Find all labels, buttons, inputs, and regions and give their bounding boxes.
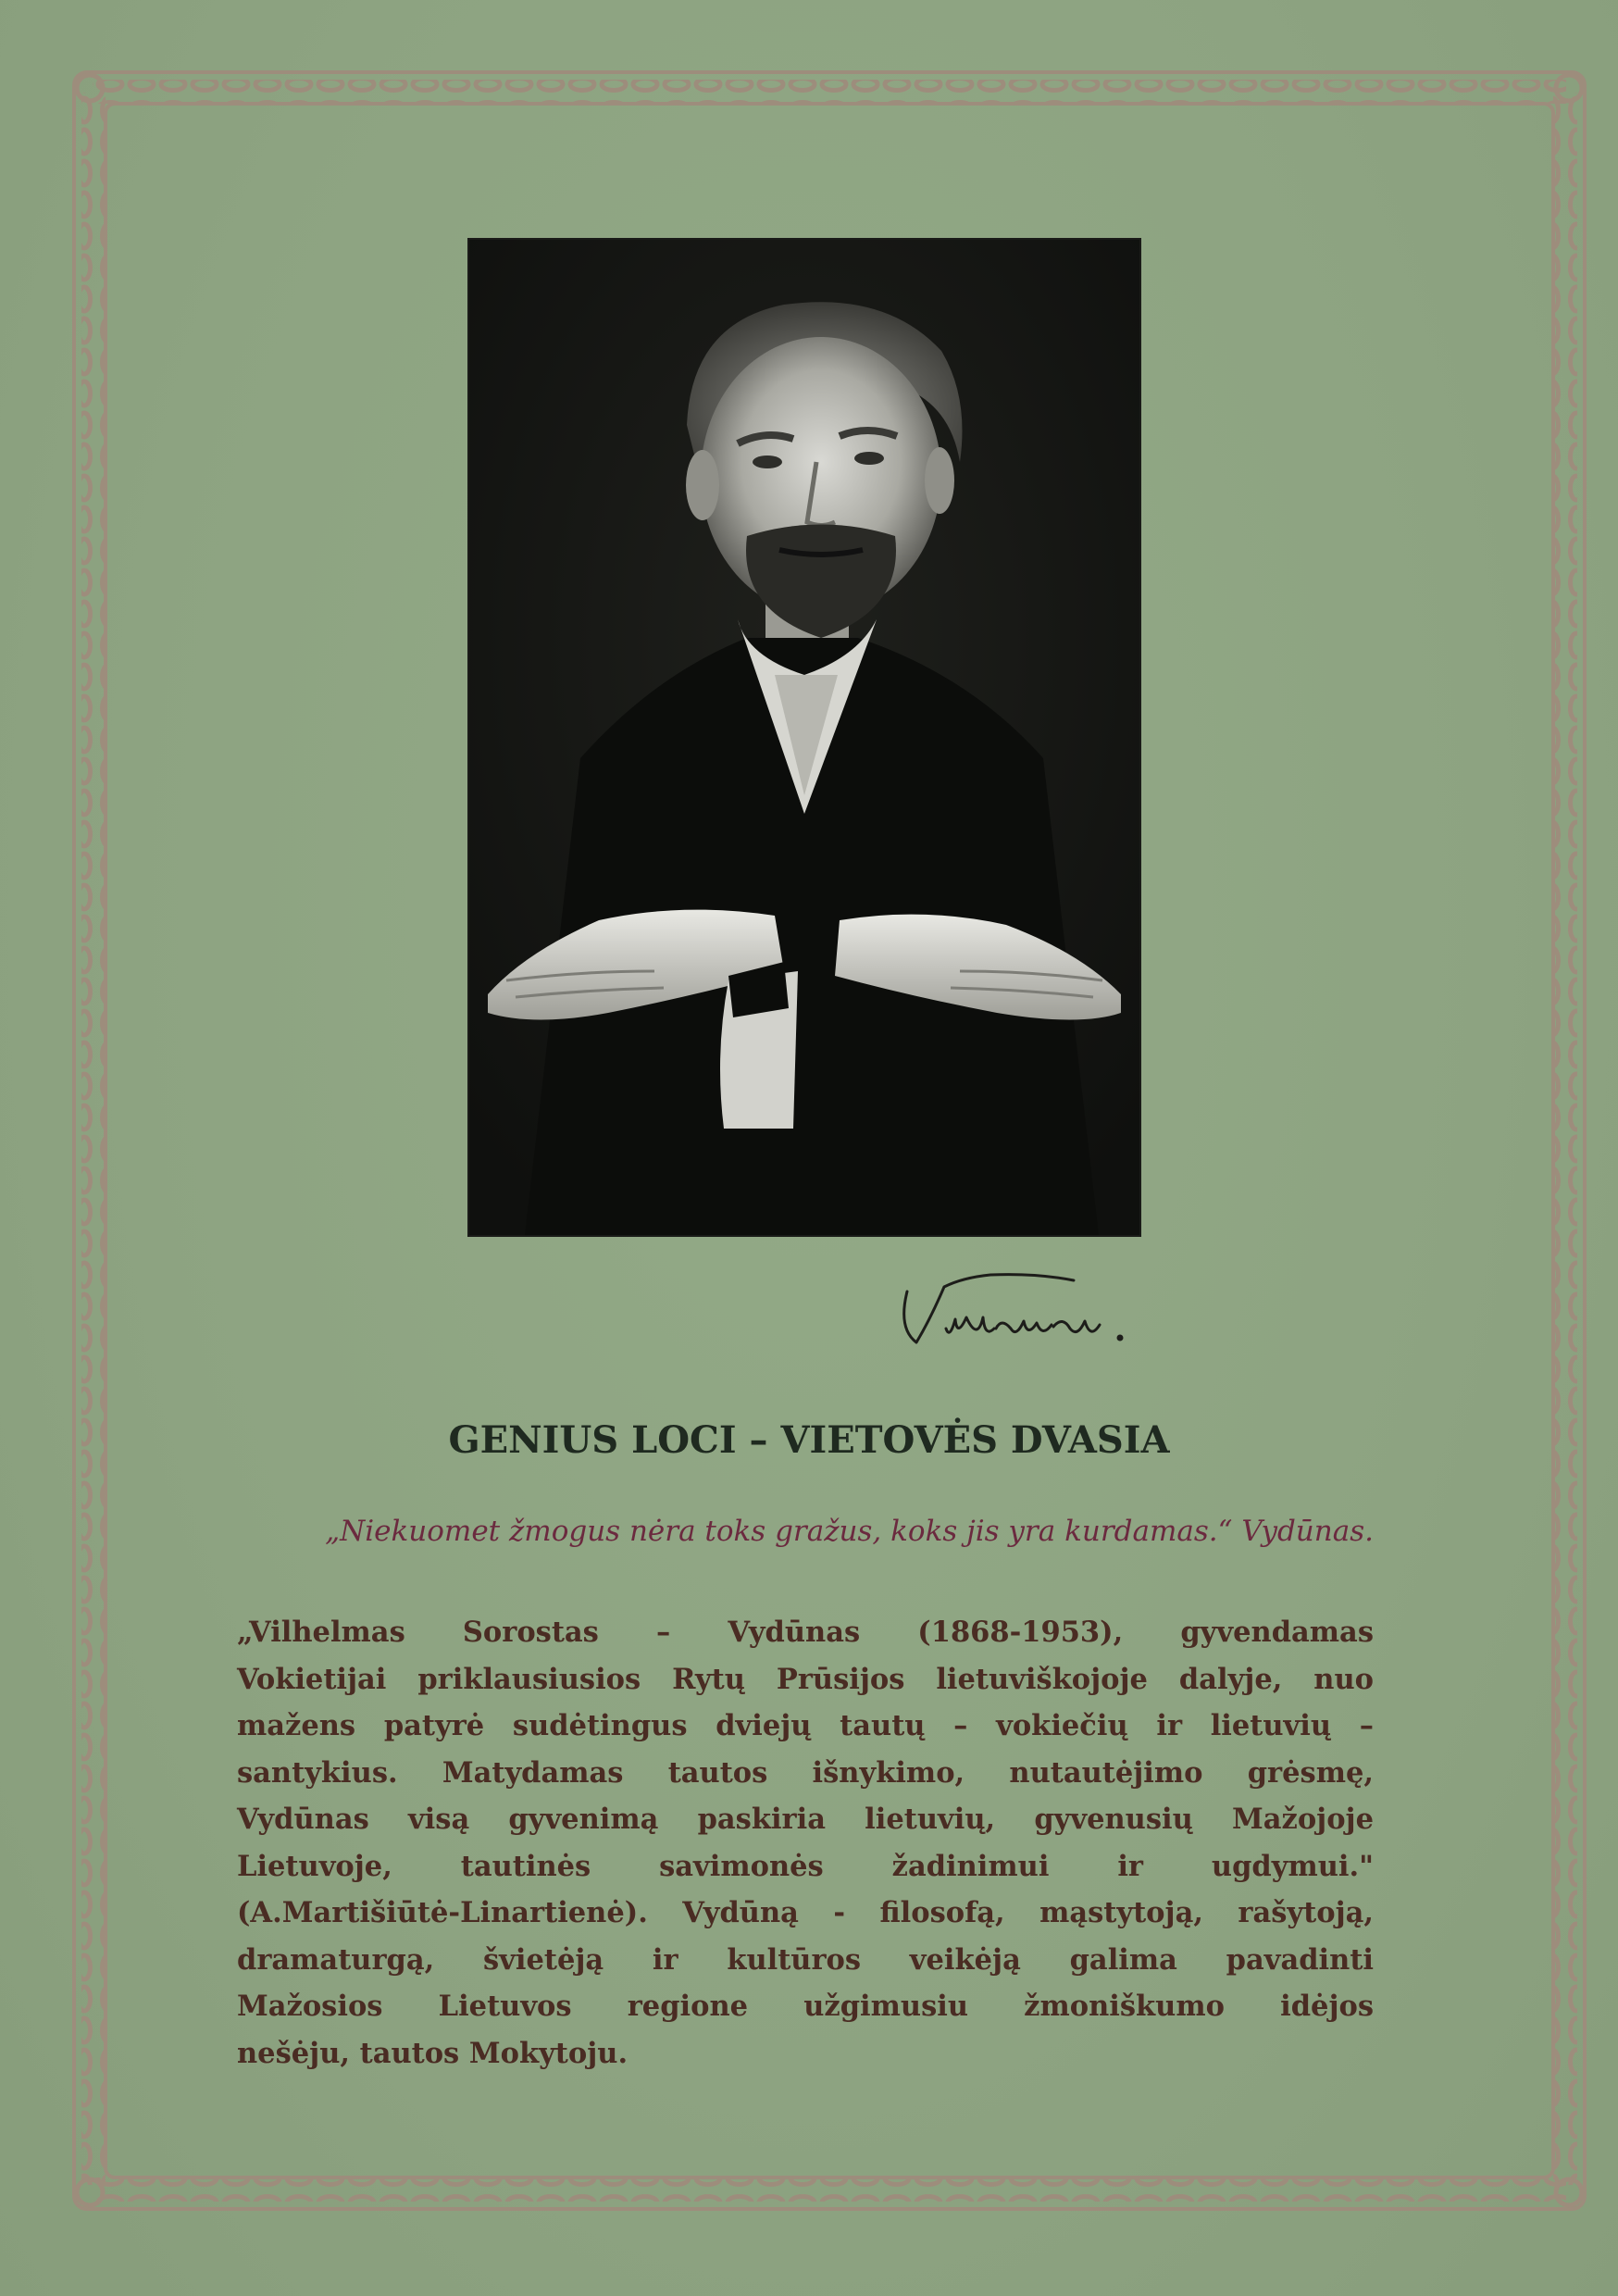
body-line: mažens patyrė sudėtingus dviejų tautų – vokiečių ir lietuvių – — [237, 1709, 1374, 1742]
page-title: GENIUS LOCI – VIETOVĖS DVASIA — [448, 1418, 1170, 1462]
epigraph-quote: „Niekuomet žmogus nėra toks gražus, koks jis yra kurdamas.“ Vydūnas. — [325, 1515, 1374, 1548]
body-line: nešėju, tautos Mokytoju. — [237, 2036, 629, 2070]
body-line: dramaturgą, švietėją ir kultūros veikėją galima pavadinti — [237, 1942, 1374, 1977]
body-line: Mažosios Lietuvos regione užgimusiu žmoniškumo idėjos — [237, 1990, 1374, 2023]
body-line: Vokietijai priklausiusios Rytų Prūsijos lietuviškojoje dalyje, nuo — [237, 1662, 1374, 1696]
signature-icon — [889, 1264, 1148, 1366]
portrait-photo — [469, 240, 1139, 1235]
body-line: santykius. Matydamas tautos išnykimo, nutautėjimo grėsmę, — [237, 1755, 1374, 1790]
body-line: Lietuvoje, tautinės savimonės žadinimui ir ugdymui." — [237, 1849, 1374, 1883]
body-paragraph — [237, 1609, 1374, 2077]
body-line: Vydūnas visą gyvenimą paskiria lietuvių, gyvenusių Mažojoje — [237, 1803, 1374, 1836]
body-line: (A.Martišiūtė-Linartienė). Vydūną - filosofą, mąstytoją, rašytoją, — [237, 1896, 1374, 1929]
portrait-image — [469, 240, 1139, 1235]
body-line: „Vilhelmas Sorostas – Vydūnas (1868-1953), gyvendamas — [237, 1616, 1374, 1649]
